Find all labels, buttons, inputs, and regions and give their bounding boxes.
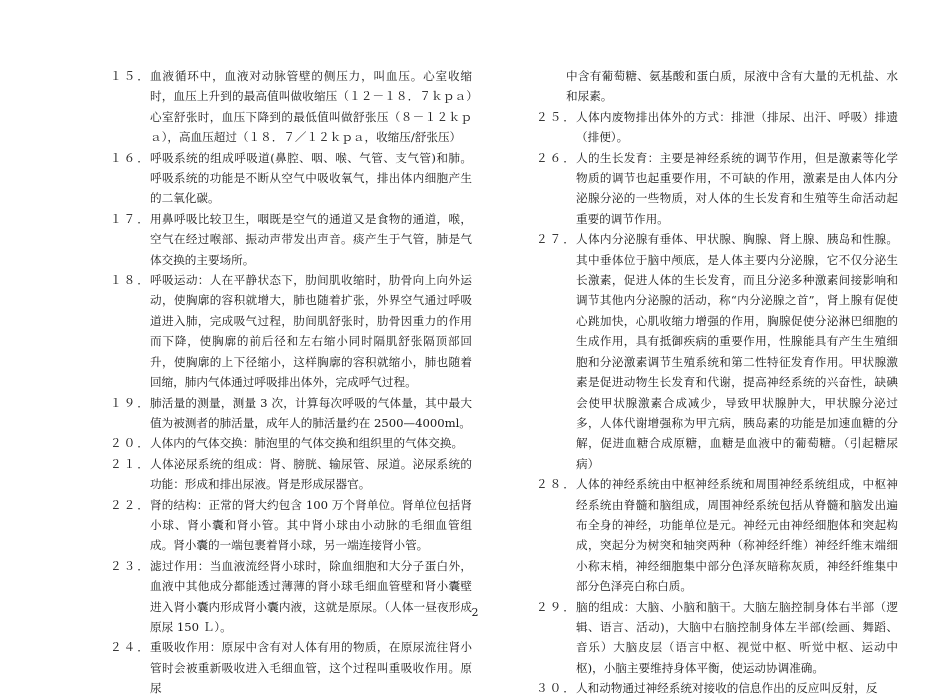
list-item (110, 209, 472, 270)
list-item (110, 393, 472, 434)
item-text: 呼吸运动：人在平静状态下，肋间肌收缩时，肋骨向上向外运动，使胸廓的容积就增大，肺也随着扩张，外界空气通过呼吸道进入肺，完成吸气过程，肋间肌舒张时，肋骨因重力的作用而下降，使胸廓的前后径和左右缩小同时隔肌舒张隔顶部回升，使胸廓的上下径缩小，这样胸廓的容积就缩小，肺也随着回缩，肺内气体通过呼吸排出体外，完成呼气过程。 (150, 273, 472, 390)
list-item (110, 637, 472, 698)
item-number: ２４． (110, 640, 151, 655)
item-text: 人体内废物排出体外的方式：排泄（排尿、出汗、呼吸）排遗（排便）。 (576, 109, 898, 145)
item-text: 滤过作用：当血液流经肾小球时，除血细胞和大分子蛋白外，血液中其他成分都能透过薄薄的肾小球毛细血管壁和肾小囊壁进入肾小囊内形成肾小囊内液，这就是原尿。（人体一昼夜形成原尿 150 Ｌ）。 (150, 558, 472, 634)
item-number: ２０． (110, 436, 151, 451)
list-item (110, 556, 472, 638)
item-number: １８． (110, 273, 151, 288)
list-item (110, 433, 472, 453)
item-text: 肾的结构：正常的肾大约包含 100 万个肾单位。肾单位包括肾小球、肾小囊和肾小管。其中肾小球由小动脉的毛细血管组成。肾小囊的一端包裹着肾小球，另一端连接肾小管。 (150, 497, 472, 553)
item-text: 人和动物通过神经系统对接收的信息作出的反应叫反射，反 (576, 681, 878, 696)
item-number: ２８． (536, 477, 577, 492)
item-number: ２６． (536, 150, 577, 165)
list-item (110, 495, 472, 556)
list-item (110, 148, 472, 209)
item-text: 人体泌尿系统的组成：肾、膀胱、输尿管、尿道。泌尿系统的功能：形成和排出尿液。肾是形成尿器官。 (150, 456, 472, 492)
item-number: ２５． (536, 109, 577, 124)
list-item (110, 270, 472, 392)
item-number: ３０． (536, 681, 577, 696)
list-item (110, 66, 472, 148)
item-text: 人体内的气体交换：肺泡里的气体交换和组织里的气体交换。 (150, 436, 464, 451)
item-text: 人体的神经系统由中枢神经系统和周围神经系统组成，中枢神经系统由脊髓和脑组成，周围神经系统包括从脊髓和脑发出遍布全身的神经，功能单位是元。神经元由神经细胞体和突起构成，突起分为树突和轴突两种（称神经纤维）神经纤维末端细小称末梢，神经细胞集中部分色泽灰暗称灰质，神经纤维集中部分色泽亮白称白质。 (576, 477, 898, 594)
item-number: ２１． (110, 456, 151, 471)
item-text: 人的生长发育：主要是神经系统的调节作用，但是激素等化学物质的调节也起重要作用，不可缺的作用，激素是由人体内分泌腺分泌的一些物质，对人体的生长发育和生殖等生命活动起重要的调节作用。 (576, 150, 898, 226)
list-item (536, 229, 898, 474)
item-number: ２７． (536, 232, 577, 247)
item-number: １９． (110, 395, 151, 410)
page-number: 2 (471, 606, 479, 619)
item-number: ２２． (110, 497, 151, 512)
item-number: ２３． (110, 558, 151, 573)
item-text: 血液循环中，血液对动脉管壁的侧压力，叫血压。心室收缩时，血压上升到的最高值叫做收缩压（１２－１８．７ｋｐａ）心室舒张时，血压下降到的最低值叫做舒张压（８－１２ｋｐａ），高血压超过（１８．７／１２ｋｐａ，收缩压/舒张压） (150, 69, 472, 145)
list-item (110, 454, 472, 495)
list-item (536, 474, 898, 596)
list-item (536, 678, 898, 698)
item-text: 呼吸系统的组成呼吸道(鼻腔、咽、喉、气管、支气管)和肺。呼吸系统的功能是不断从空气中吸收氧气，排出体内细胞产生的二氧化碳。 (150, 150, 472, 206)
item-number: ２９． (536, 599, 577, 614)
continued-text: 中含有葡萄糖、氨基酸和蛋白质，尿液中含有大量的无机盐、水和尿素。 (566, 69, 898, 104)
item-text: 人体内分泌腺有垂体、甲状腺、胸腺、肾上腺、胰岛和性腺。其中垂体位于脑中颅底，是人体主要内分泌腺，它不仅分泌生长激素，促进人体的生长发育，而且分泌多种激素间接影响和调节其他内分泌腺的活动，称“内分泌腺之首”，肾上腺有促使心跳加快，心肌收缩力增强的作用，胸腺促使分泌淋巴细胞的生成作用，具有抵御疾病的重要作用，性腺能具有产生生殖细胞和分泌激素调节生殖系统和第二性特征发育作用。甲状腺激素是促进动物生长发育和代谢，提高神经系统的兴奋性，缺碘会使甲状腺激素合成减少，导致甲状腺肿大，甲状腺分泌过多，人体代谢增强称为甲亢病，胰岛素的功能是加速血糖的分解，促进血糖合成原糖，血糖是血液中的葡萄糖。（引起糖尿病） (576, 232, 898, 471)
item-number: １６． (110, 150, 151, 165)
item-text: 用鼻呼吸比较卫生，咽既是空气的通道又是食物的通道，喉，空气在经过喉部、振动声带发出声音。痰产生于气管，肺是气体交换的主要场所。 (150, 211, 472, 267)
list-item (536, 107, 898, 148)
item-text: 脑的组成：大脑、小脑和脑干。大脑左脑控制身体右半部（逻辑、语言、活动)，大脑中右脑控制身体左半部(绘画、舞蹈、音乐）大脑皮层（语言中枢、视觉中枢、听觉中枢、运动中枢)，小脑主要维持身体平衡，使运动协调准确。 (576, 599, 898, 675)
list-item (536, 148, 898, 230)
item-number: １７． (110, 211, 151, 226)
item-text: 肺活量的测量，测量 3 次，计算每次呼吸的气体量，其中最大值为被测者的肺活量，成年人的肺活量约在 2500—4000ml。 (150, 395, 472, 430)
item-text: 重吸收作用：原尿中含有对人体有用的物质，在原尿流往肾小管时会被重新吸收进入毛细血管，这个过程叫重吸收作用。原尿 (150, 640, 472, 696)
item-number: １５． (110, 69, 151, 83)
